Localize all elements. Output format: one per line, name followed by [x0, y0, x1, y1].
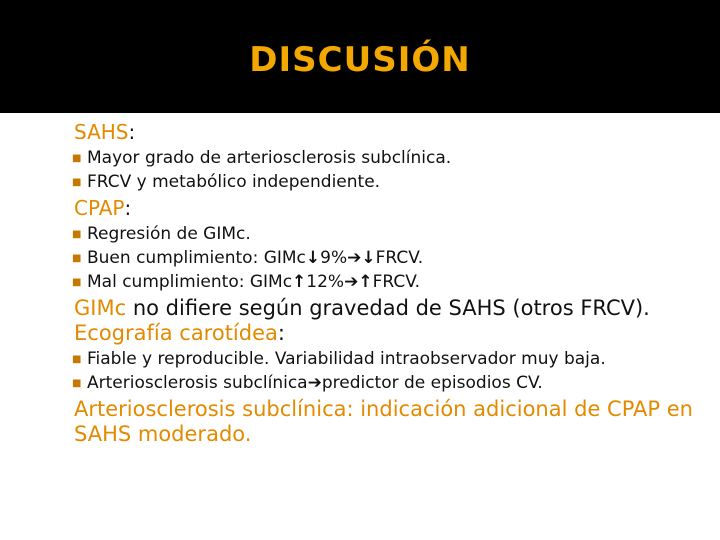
sub-text [87, 248, 423, 269]
arrow-up-icon: ↑ [292, 272, 307, 292]
arrow-right-icon: ➔ [307, 373, 322, 393]
text-a: Mal cumplimiento: GIMc [87, 272, 293, 292]
square-bullet-icon: ■ [72, 354, 82, 365]
text-c: FRCV. [372, 272, 421, 292]
keyword: SAHS [74, 120, 129, 144]
sub-bullet [72, 172, 708, 193]
bullet-gimc [48, 296, 708, 321]
rest: : [128, 120, 136, 144]
sub-bullet [72, 224, 708, 245]
square-bullet-icon: ■ [72, 177, 82, 188]
sub-text [87, 272, 420, 293]
sub-text: Fiable y reproducible. Variabilidad intraobservador muy baja. [87, 349, 606, 369]
slide-title: DISCUSIÓN [249, 40, 471, 80]
arrow-down-icon: ↓ [305, 248, 321, 268]
sub-text: Mayor grado de arteriosclerosis subclínica. [87, 148, 452, 168]
sub-text: Regresión de GIMc. [87, 224, 251, 244]
text-c: FRCV. [375, 248, 424, 268]
sub-text [87, 373, 543, 394]
sub-bullet [72, 248, 708, 269]
bullet-sahs [48, 120, 708, 145]
keyword: Ecografía carotídea [74, 321, 278, 345]
square-bullet-icon: ■ [72, 153, 82, 164]
square-bullet-icon: ■ [72, 253, 82, 264]
text-b: predictor de episodios CV. [321, 373, 543, 393]
text-a: Buen cumplimiento: GIMc [87, 248, 306, 268]
text-b: 12% [306, 272, 345, 292]
rest: no difiere según gravedad de SAHS (otros FRCV). [126, 296, 650, 320]
sub-text: FRCV y metabólico independiente. [87, 172, 381, 192]
keyword: GIMc [74, 296, 127, 320]
text-a: Arteriosclerosis subclínica [87, 373, 308, 393]
slide-content [48, 120, 708, 447]
arrow-right-icon: ➔ [344, 272, 359, 292]
rest: : [277, 321, 285, 345]
keyword: CPAP [74, 196, 125, 220]
sub-bullet [72, 349, 708, 370]
sub-bullet [72, 148, 708, 169]
square-bullet-icon: ■ [72, 277, 82, 288]
bullet-text [74, 321, 285, 346]
arrow-up-icon: ↑ [358, 272, 373, 292]
square-bullet-icon: ■ [72, 378, 82, 389]
bullet-text [74, 296, 650, 321]
sub-bullet [72, 272, 708, 293]
conclusion-text: Arteriosclerosis subclínica: indicación adicional de CPAP en SAHS moderado. [74, 397, 693, 446]
rest: : [124, 196, 132, 220]
sub-bullet [72, 373, 708, 394]
text-b: 9% [320, 248, 348, 268]
bullet-cpap [48, 196, 708, 221]
bullet-text [74, 120, 135, 145]
bullet-conclusion [48, 397, 708, 447]
arrow-right-icon: ➔ [347, 248, 362, 268]
square-bullet-icon: ■ [72, 229, 82, 240]
bullet-ecografia [48, 321, 708, 346]
bullet-text [74, 196, 131, 221]
arrow-down-icon: ↓ [361, 248, 376, 268]
